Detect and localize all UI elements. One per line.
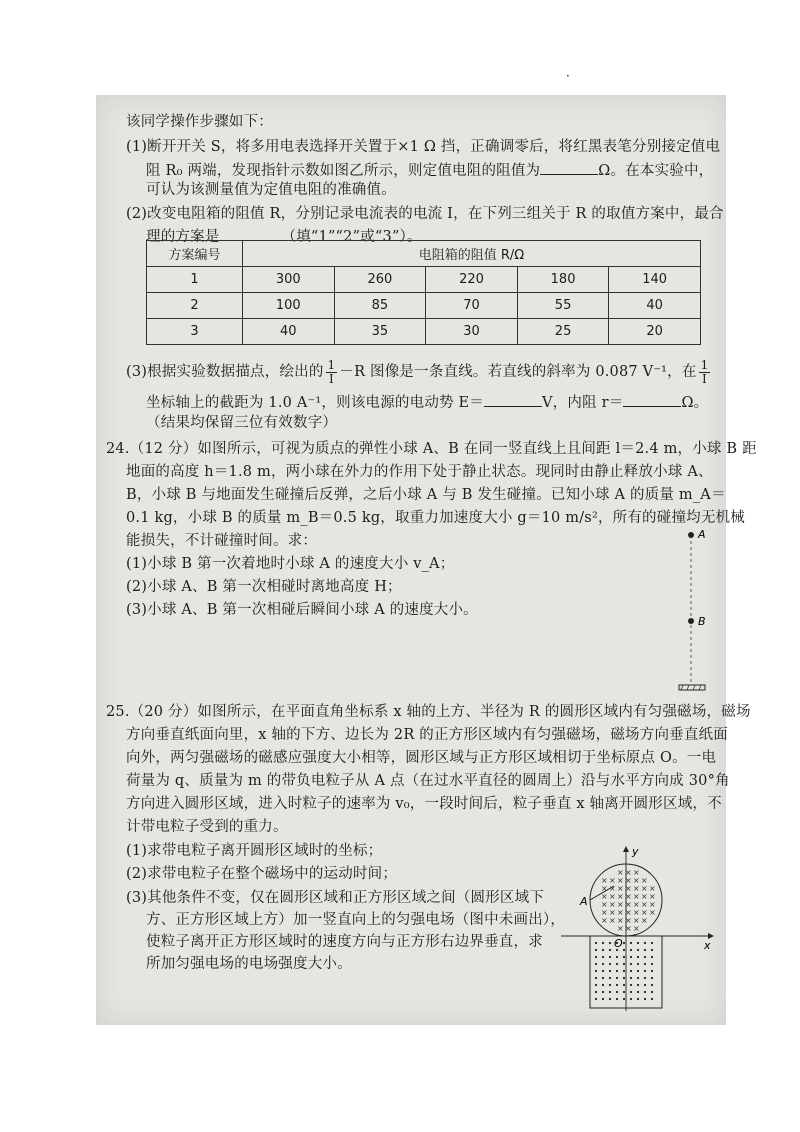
table-cell: 25 (517, 319, 609, 345)
field-cross-mark: × (649, 900, 656, 909)
q24-line1: 24.（12 分）如图所示，可视为质点的弹性小球 A、B 在同一竖直线上且间距 l＝2.4 m，小球 B 距 (106, 441, 757, 457)
field-cross-mark: × (649, 892, 656, 901)
q23-step2-line1: (2)改变电阻箱的阻值 R，分别记录电流表的电流 I，在下列三组关于 R 的取值方案中，最合 (126, 206, 724, 222)
field-dot-mark (616, 998, 618, 1000)
q23-step2-text-after: （填“1”“2”或“3”）。 (281, 229, 422, 245)
q25-line5: 方向进入圆形区域，进入时粒子的速率为 v₀，一段时间后，粒子垂直 x 轴离开圆形区域，不 (126, 796, 722, 812)
q25-figure (556, 845, 716, 1015)
field-dot-mark (637, 984, 639, 986)
field-cross-mark: × (601, 876, 608, 885)
field-cross-mark: × (609, 916, 616, 925)
field-cross-mark: × (601, 908, 608, 917)
field-cross-mark: × (633, 900, 640, 909)
field-dot-mark (644, 963, 646, 965)
field-dot-mark (595, 970, 597, 972)
table-cell: 180 (517, 267, 609, 293)
field-cross-mark: × (609, 876, 616, 885)
field-cross-mark: × (633, 908, 640, 917)
field-dot-mark (595, 998, 597, 1000)
q23-intro: 该同学操作步骤如下： (126, 114, 273, 130)
q23-step3-line3: （结果均保留三位有效数字） (146, 415, 338, 431)
field-dot-mark (630, 970, 632, 972)
field-dot-mark (602, 942, 604, 944)
table-cell: 220 (426, 267, 518, 293)
field-dot-mark (644, 998, 646, 1000)
field-dot-mark (644, 984, 646, 986)
field-dot-mark (616, 963, 618, 965)
field-dot-mark (637, 970, 639, 972)
field-cross-mark: × (617, 916, 624, 925)
q24-line6: (1)小球 B 第一次着地时小球 A 的速度大小 v_A； (126, 556, 455, 572)
field-cross-mark: × (641, 876, 648, 885)
field-dot-mark (637, 963, 639, 965)
label-y: y (632, 845, 639, 858)
table-row (147, 293, 701, 319)
field-dot-mark (602, 977, 604, 979)
field-dot-mark (644, 991, 646, 993)
q23-step1-line1: (1)断开开关 S，将多用电表选择开关置于×1 Ω 挡，正确调零后，将红黑表笔分别接定值电 (126, 139, 721, 155)
y-axis-arrow (623, 846, 629, 852)
fraction-one-over-i (326, 359, 338, 386)
q23-step3-text-b: 坐标轴上的截距为 1.0 A⁻¹，则该电源的电动势 E＝ (146, 395, 485, 411)
field-cross-mark: × (641, 884, 648, 893)
q23-step1-text: 阻 R₀ 两端，发现指针示数如图乙所示，则定值电阻的阻值为 (146, 163, 541, 179)
field-dot-mark (609, 984, 611, 986)
exam-page (96, 69, 757, 1025)
table-cell: 300 (243, 267, 335, 293)
field-cross-mark: × (633, 924, 640, 933)
field-cross-mark: × (641, 892, 648, 901)
field-cross-mark: × (633, 868, 640, 877)
fraction-one-over-i-2 (699, 359, 711, 386)
field-cross-mark: × (633, 892, 640, 901)
field-dot-mark (644, 956, 646, 958)
field-dot-mark (651, 977, 653, 979)
q24-line7: (2)小球 A、B 第一次相碰时离地高度 H； (126, 579, 402, 595)
field-dot-mark (630, 977, 632, 979)
field-dot-mark (602, 949, 604, 951)
field-dot-mark (651, 942, 653, 944)
q23-step3-text: (3)根据实验数据描点，绘出的 (126, 364, 324, 380)
q24-line5: 能损失，不计碰撞时间。求： (126, 533, 318, 549)
field-cross-mark: × (649, 884, 656, 893)
field-dot-mark (637, 956, 639, 958)
field-dot-mark (609, 998, 611, 1000)
field-dot-mark (623, 984, 625, 986)
field-dot-mark (609, 963, 611, 965)
table-cell: 40 (243, 319, 335, 345)
table-cell-id: 1 (147, 267, 243, 293)
q24-line8: (3)小球 A、B 第一次相碰后瞬间小球 A 的速度大小。 (126, 602, 478, 618)
ball-a (688, 532, 694, 538)
table-cell: 85 (334, 293, 426, 319)
table-row (147, 319, 701, 345)
field-dot-mark (623, 956, 625, 958)
field-dot-mark (630, 949, 632, 951)
field-cross-mark: × (625, 908, 632, 917)
label-o: O (614, 937, 623, 950)
label-a: A (580, 895, 588, 908)
field-dot-mark (595, 949, 597, 951)
field-dot-mark (630, 956, 632, 958)
table-cell: 55 (517, 293, 609, 319)
field-dot-mark (637, 949, 639, 951)
field-dot-mark (595, 991, 597, 993)
q25-line7: (1)求带电粒子离开圆形区域时的坐标； (126, 843, 383, 859)
q23-step3-text-mid: －R 图像是一条直线。若直线的斜率为 0.087 V⁻¹，在 (339, 364, 697, 380)
field-dot-mark (595, 984, 597, 986)
field-cross-mark: × (617, 884, 624, 893)
fraction-denominator: I (328, 371, 334, 386)
field-dot-mark (651, 956, 653, 958)
field-dot-mark (616, 991, 618, 993)
q24-line4: 0.1 kg，小球 B 的质量 m_B＝0.5 kg，取重力加速度大小 g＝10 m/s²，所有的碰撞均无机械 (126, 510, 745, 526)
q25-line4: 荷量为 q、质量为 m 的带负电粒子从 A 点（在过水平直径的圆周上）沿与水平方向成 30°角 (126, 773, 730, 789)
q24-line3: B，小球 B 与地面发生碰撞后反弹，之后小球 A 与 B 发生碰撞。已知小球 A 的质量 m_A＝ (126, 487, 726, 503)
field-dot-mark (602, 970, 604, 972)
field-cross-mark: × (625, 868, 632, 877)
answer-blank-emf[interactable] (484, 392, 542, 407)
field-cross-mark: × (625, 916, 632, 925)
field-dot-mark (630, 942, 632, 944)
field-dot-mark (616, 970, 618, 972)
field-cross-mark: × (649, 908, 656, 917)
field-dot-mark (623, 977, 625, 979)
table-cell: 70 (426, 293, 518, 319)
q23-step3-line1 (126, 357, 712, 387)
ball-b (688, 618, 694, 624)
label-b: B (698, 615, 706, 628)
field-dot-mark (630, 998, 632, 1000)
field-dot-mark (630, 991, 632, 993)
q25-line2: 方向垂直纸面向里，x 轴的下方、边长为 2R 的正方形区域内有匀强磁场，磁场方向垂直纸面 (126, 727, 728, 743)
field-dot-mark (609, 949, 611, 951)
q23-step1-text-after: Ω。在本实验中， (598, 163, 714, 179)
answer-blank-scheme[interactable] (220, 226, 282, 241)
field-dot-mark (609, 991, 611, 993)
field-cross-mark: × (617, 876, 624, 885)
field-cross-mark: × (609, 892, 616, 901)
q25-line8: (2)求带电粒子在整个磁场中的运动时间； (126, 866, 398, 882)
field-cross-mark: × (609, 900, 616, 909)
field-cross-mark: × (617, 908, 624, 917)
field-dot-mark (644, 970, 646, 972)
field-dot-mark (644, 949, 646, 951)
field-cross-mark: × (601, 900, 608, 909)
table-header-id: 方案编号 (147, 241, 243, 267)
answer-blank-internal-resistance[interactable] (623, 392, 681, 407)
field-dot-mark (623, 991, 625, 993)
field-dot-mark (637, 998, 639, 1000)
field-cross-mark: × (601, 916, 608, 925)
table-row (147, 267, 701, 293)
field-dot-mark (602, 984, 604, 986)
field-cross-mark: × (641, 908, 648, 917)
field-dot-mark (623, 963, 625, 965)
table-cell-id: 2 (147, 293, 243, 319)
field-dot-mark (630, 963, 632, 965)
q25-line12: 所加匀强电场的电场强度大小。 (146, 956, 352, 972)
table-cell: 20 (609, 319, 701, 345)
field-dot-mark (602, 991, 604, 993)
field-cross-mark: × (617, 868, 624, 877)
field-cross-mark: × (625, 892, 632, 901)
field-dot-mark (609, 956, 611, 958)
field-dot-mark (637, 942, 639, 944)
field-dot-mark (609, 970, 611, 972)
field-dot-mark (623, 942, 625, 944)
inward-field-crosses (601, 868, 656, 933)
page-mark: · (566, 69, 571, 83)
field-dot-mark (651, 991, 653, 993)
label-x: x (704, 939, 711, 952)
table-cell: 140 (609, 267, 701, 293)
field-cross-mark: × (641, 900, 648, 909)
fraction-numerator: 1 (700, 357, 709, 372)
q23-step3-text-b2: V，内阻 r＝ (542, 395, 624, 411)
table-cell: 100 (243, 293, 335, 319)
q25-line9: (3)其他条件不变，仅在圆形区域和正方形区域之间（圆形区域下 (126, 890, 545, 906)
field-cross-mark: × (609, 884, 616, 893)
field-dot-mark (644, 942, 646, 944)
field-dot-mark (644, 977, 646, 979)
field-dot-mark (651, 984, 653, 986)
q23-step1-line2 (146, 160, 713, 180)
field-cross-mark: × (601, 892, 608, 901)
field-dot-mark (637, 977, 639, 979)
field-cross-mark: × (641, 916, 648, 925)
q25-line11: 使粒子离开正方形区域时的速度方向与正方形右边界垂直，求 (146, 934, 543, 950)
field-dot-mark (602, 998, 604, 1000)
table-cell: 260 (334, 267, 426, 293)
q23-step2-text: 理的方案是 (146, 229, 220, 245)
field-dot-mark (616, 977, 618, 979)
field-dot-mark (609, 977, 611, 979)
field-dot-mark (651, 949, 653, 951)
field-cross-mark: × (617, 924, 624, 933)
field-dot-mark (651, 970, 653, 972)
table-cell: 40 (609, 293, 701, 319)
table-cell-id: 3 (147, 319, 243, 345)
q23-step3-line2 (146, 392, 708, 412)
q24-line2: 地面的高度 h＝1.8 m，两小球在外力的作用下处于静止状态。现同时由静止释放小球 A、 (126, 464, 713, 480)
field-cross-mark: × (633, 876, 640, 885)
field-dot-mark (595, 956, 597, 958)
field-cross-mark: × (625, 884, 632, 893)
table-header-value: 电阻箱的阻值 R/Ω (243, 241, 701, 267)
field-cross-mark: × (617, 892, 624, 901)
field-dot-mark (616, 956, 618, 958)
q25-line1: 25.（20 分）如图所示，在平面直角坐标系 x 轴的上方、半径为 R 的圆形区域内有匀强磁场，磁场 (106, 704, 751, 720)
label-a: A (698, 528, 706, 541)
fraction-numerator: 1 (327, 357, 336, 372)
field-cross-mark: × (633, 884, 640, 893)
q25-line3: 向外，两匀强磁场的磁感应强度大小相等，圆形区域与正方形区域相切于坐标原点 O。一电 (126, 750, 717, 766)
field-dot-mark (602, 956, 604, 958)
table-cell: 30 (426, 319, 518, 345)
answer-blank-resistance[interactable] (540, 160, 598, 175)
q24-figure (671, 525, 721, 695)
table-header-row (147, 241, 701, 267)
table-cell: 35 (334, 319, 426, 345)
fraction-denominator: I (702, 371, 707, 386)
field-dot-mark (609, 942, 611, 944)
field-cross-mark: × (625, 924, 632, 933)
q25-line6: 计带电粒子受到的重力。 (126, 819, 288, 835)
resistance-table (146, 240, 701, 345)
q23-step1-line3: 可认为该测量值为定值电阻的准确值。 (146, 182, 396, 198)
field-dot-mark (595, 942, 597, 944)
field-dot-mark (623, 949, 625, 951)
field-cross-mark: × (601, 884, 608, 893)
field-cross-mark: × (625, 900, 632, 909)
field-dot-mark (651, 963, 653, 965)
field-cross-mark: × (633, 916, 640, 925)
field-dot-mark (637, 991, 639, 993)
field-dot-mark (651, 998, 653, 1000)
field-cross-mark: × (617, 900, 624, 909)
field-dot-mark (623, 970, 625, 972)
outward-field-dots (595, 942, 653, 1000)
field-cross-mark: × (625, 876, 632, 885)
field-dot-mark (616, 984, 618, 986)
field-cross-mark: × (609, 908, 616, 917)
field-dot-mark (602, 963, 604, 965)
field-dot-mark (623, 998, 625, 1000)
field-dot-mark (595, 977, 597, 979)
field-dot-mark (630, 984, 632, 986)
q25-line10: 方、正方形区域上方）加一竖直向上的匀强电场（图中未画出）， (146, 912, 566, 928)
q23-step3-text-b3: Ω。 (681, 395, 709, 411)
field-dot-mark (595, 963, 597, 965)
